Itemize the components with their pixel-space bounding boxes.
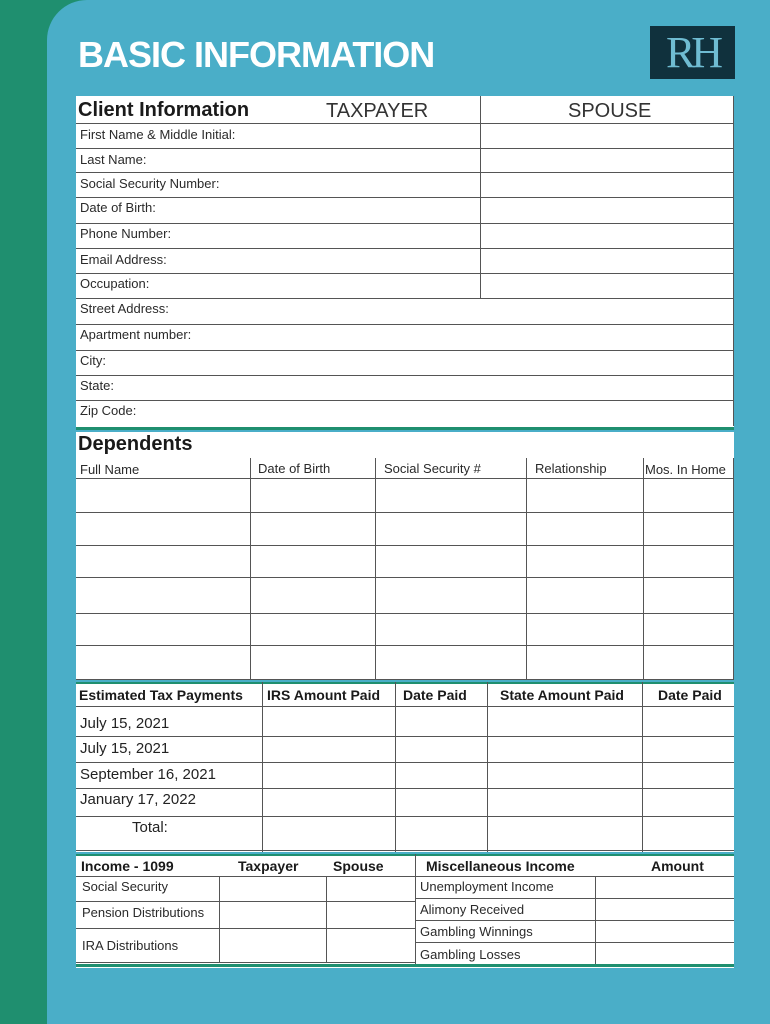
gambling-losses-label: Gambling Losses — [420, 947, 521, 962]
apartment-label: Apartment number: — [80, 327, 192, 342]
payment-date-row: January 17, 2022 — [80, 791, 196, 808]
alimony-label: Alimony Received — [420, 902, 525, 917]
amount-header: Amount — [651, 858, 704, 874]
misc-income-header: Miscellaneous Income — [426, 858, 575, 874]
months-home-header: Mos. In Home — [645, 462, 726, 477]
payment-date-row: September 16, 2021 — [80, 766, 216, 783]
ira-label: IRA Distributions — [82, 938, 179, 953]
dob-header: Date of Birth — [258, 461, 331, 476]
gambling-winnings-label: Gambling Winnings — [420, 924, 533, 939]
income-taxpayer-header: Taxpayer — [238, 858, 299, 874]
relationship-header: Relationship — [535, 461, 607, 476]
total-label: Total: — [132, 819, 168, 836]
dependents-section — [76, 432, 734, 680]
occupation-label: Occupation: — [80, 276, 150, 291]
spouse-column-header: SPOUSE — [568, 100, 652, 122]
client-info-section — [76, 96, 734, 430]
client-info-heading: Client Information — [78, 99, 250, 121]
phone-label: Phone Number: — [80, 226, 172, 241]
state-date-paid-header: Date Paid — [658, 687, 722, 703]
email-label: Email Address: — [80, 252, 167, 267]
last-name-label: Last Name: — [80, 152, 147, 167]
state-amount-header: State Amount Paid — [500, 687, 624, 703]
first-name-label: First Name & Middle Initial: — [80, 127, 236, 142]
income-section — [76, 854, 734, 968]
unemployment-label: Unemployment Income — [420, 879, 554, 894]
ssn-label: Social Security Number: — [80, 176, 220, 191]
payment-date-row: July 15, 2021 — [80, 740, 170, 757]
rh-logo: RH — [650, 26, 735, 79]
irs-amount-header: IRS Amount Paid — [267, 687, 381, 703]
dob-label: Date of Birth: — [80, 200, 156, 215]
full-name-header: Full Name — [80, 462, 140, 477]
income-1099-header: Income - 1099 — [81, 858, 174, 874]
ssn-header: Social Security # — [384, 461, 481, 476]
pension-label: Pension Distributions — [82, 905, 205, 920]
dependents-heading: Dependents — [78, 433, 193, 455]
zip-label: Zip Code: — [80, 403, 137, 418]
estimated-payments-header: Estimated Tax Payments — [79, 687, 243, 703]
estimated-tax-section — [76, 682, 734, 852]
irs-date-paid-header: Date Paid — [403, 687, 467, 703]
income-spouse-header: Spouse — [333, 858, 384, 874]
payment-date-row: July 15, 2021 — [80, 715, 170, 732]
page-title: BASIC INFORMATION — [78, 34, 435, 75]
state-label: State: — [80, 378, 114, 393]
social-security-label: Social Security — [82, 879, 168, 894]
city-label: City: — [80, 353, 106, 368]
street-label: Street Address: — [80, 301, 169, 316]
taxpayer-column-header: TAXPAYER — [326, 100, 429, 122]
